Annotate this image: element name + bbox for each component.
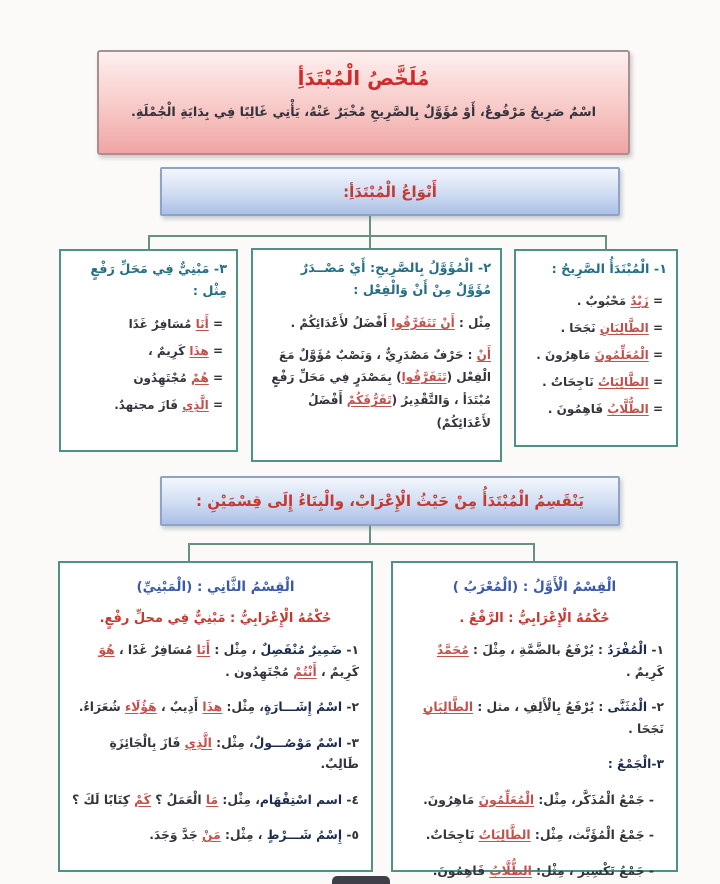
example-line: مِثْل : أَنْ تَتَفَرَّقُوا أَفْضَلُ لأَعْدَائِكُمْ .: [290, 315, 491, 330]
rule-subline: - جَمْعُ تَكْسِير ، مِثْل: الطُّلَّابُ فَاهِمُونَ.: [432, 863, 654, 878]
type-mabni-heading: ٣- مَبْنِيٌّ فِي مَحَلِّ رَفْعٍ مِثْل :: [90, 262, 227, 300]
types-band-label: أَنْوَاعُ الْمُبْتَدَأِ:: [343, 182, 437, 201]
connector-drop-muarab: [533, 543, 535, 562]
division-band-label: يَنْقَسِمُ الْمُبْتَدَأُ مِنْ حَيْثُ الْإِعْرَابْ، والْبِنَاءُ إِلَى قِسْمَيْنِ :: [196, 492, 584, 510]
type-explicit-heading: ١- الْمُبْتَدَأُ الصَّرِيحُ :: [551, 262, 667, 277]
section-muarab-ruling: حُكْمُهُ الْإِعْرَابِيُّ : الرَّفْعُ .: [459, 611, 610, 626]
summary-header-box: [97, 50, 630, 155]
example-line: = هُمْ مُجْتَهِدُون: [133, 370, 223, 385]
example-line: = الطُّلَّابُ فَاهِمُونَ .: [547, 402, 663, 417]
division-band: [160, 476, 620, 526]
page-title: مُلَخَّصُ الْمُبْتَدَأِ: [297, 66, 430, 90]
type-box-interpreted: [251, 248, 502, 462]
section-box-muarab: [391, 561, 678, 878]
example-line: = الْمُعَلِّمُونَ مَاهِرُونَ .: [536, 348, 663, 363]
rule-subline: - جَمْعُ الْمُؤَنَّث، مِثْل: الطَّالِبَاتُ نَاجِحَاتٌ.: [425, 828, 654, 843]
example-line: = الطَّالِبَاتُ نَاجِحَاتٌ .: [542, 375, 663, 390]
example-line: = أَنَا مُسَافِرٌ غَدًا: [128, 316, 223, 331]
example-line: = الَّذِي فَازَ مجتهدٌ.: [114, 397, 223, 412]
example-line: = زَيْدٌ مَحْبُوبٌ .: [576, 294, 663, 309]
example-line: = هذَا كَرِيمٌ ،: [148, 343, 223, 358]
types-band: [160, 167, 620, 216]
mubtada-definition-text: اسْمٌ صَرِيحٌ مَرْفُوعٌ، أَوْ مُؤَوَّلٌ بِالصَّرِيحِ مُخْبَرٌ عَنْهُ، يَأْتِي غَالِبًا فِي بِدَايَةِ الْجُمْلَةِ.: [130, 105, 597, 120]
connector-drop-middle: [369, 235, 371, 249]
type-box-mabni: [59, 249, 238, 452]
connector-stem-top: [369, 216, 371, 237]
connector-drop-right: [605, 235, 607, 250]
section-mabni-title: الْقِسْمُ الثَّانِي : (الْمَبْنِيِّ): [136, 579, 295, 595]
connector-drop-mabni: [188, 543, 190, 562]
section-mabni-ruling: حُكْمُهُ الْإِعْرَابِيُّ : مَبْنِيٌّ فِي محلِّ رفْعٍ.: [99, 611, 332, 626]
rule-line: ٢- الْمُثَنَّى : يُرْفَعُ بِالْأَلِفِ ، مثل : الطَّالِبَانِ نَجَحَا .: [422, 700, 664, 736]
type-interpreted-heading: ٢- الْمُؤَوَّلُ بِالصَّرِيحِ: أَيْ مَصْــدَرٌ مُؤَوَّلٌ مِنْ أَنْ وَالْفِعْل :: [300, 261, 491, 299]
rule-line: ٣- اسْمٌ مَوْصُـــولٌ، مِثْل: الَّذِي فَازَ بِالْجَائِزَةِ طَالِبٌ.: [109, 735, 359, 772]
connector-bar-top: [148, 235, 607, 237]
rule-line: ٣-الْجَمْعُ :: [607, 757, 664, 772]
rule-line: ٢- اسْمُ إِشَـــارَةٍ، مِثْل: هذَا أَدِيبٌ ، هَؤُلَاء شُعَرَاءُ.: [78, 700, 359, 715]
type-box-explicit: [514, 249, 678, 447]
rule-line: ١- ضَمِيرٌ مُنْفَصِلٌ ، مِثْل : أَنَا مُسَافِرٌ غَدًا ، هُوَ كَرِيمٌ ، أَنْتُمْ مُجْتَهِدُون .: [98, 643, 359, 679]
rule-line: ٤- اسم اسْتِفْهَام، مِثْل: مَا الْعَمَلُ ؟ كَمْ كِتَابًا لَكَ ؟: [72, 792, 359, 807]
rule-line: ٥- إِسْمُ شَـــرْطٍ ، مِثْل: مَنْ جَدَّ وَجَدَ.: [149, 828, 359, 843]
connector-bar-bottom: [188, 543, 535, 545]
rule-line: ١- الْمُفْرَدُ : يُرْفَعُ بالضَّمَّةِ ، مِثْلَ : مُحَمَّدٌ كَرِيمٌ .: [436, 643, 664, 679]
section-box-mabni: [58, 561, 373, 872]
rule-subline: - جَمْعُ الْمُذَكَّر، مِثْل: الْمُعَلِّمُونَ مَاهِرُونَ.: [423, 792, 654, 807]
connector-stem-bottom: [369, 526, 371, 544]
section-muarab-title: الْقِسْمُ الْأَوَّلُ : (الْمُعْرَبُ ): [452, 579, 617, 595]
example-line: = الطَّالِبَانِ نَجَحَا .: [560, 321, 663, 336]
explanation-line: أَنْ : حَرْفٌ مَصْدَرِيٌّ ، وَنَصْبٌ مُؤَوَّلٌ مَعَ الْفِعْل (تَتَفَرَّقُوا) بِمَصْدَرٍ فِي مَحَلِّ رَفْعٍ مُبْتَدَأ ، وَالتَّقْدِيرُ (تَفَرُّقَكُمْ أَفْضَلُ لأَعْدَائِكُمْ): [271, 347, 491, 430]
bottom-edge-artifact: [332, 876, 390, 884]
connector-drop-left: [148, 235, 150, 250]
